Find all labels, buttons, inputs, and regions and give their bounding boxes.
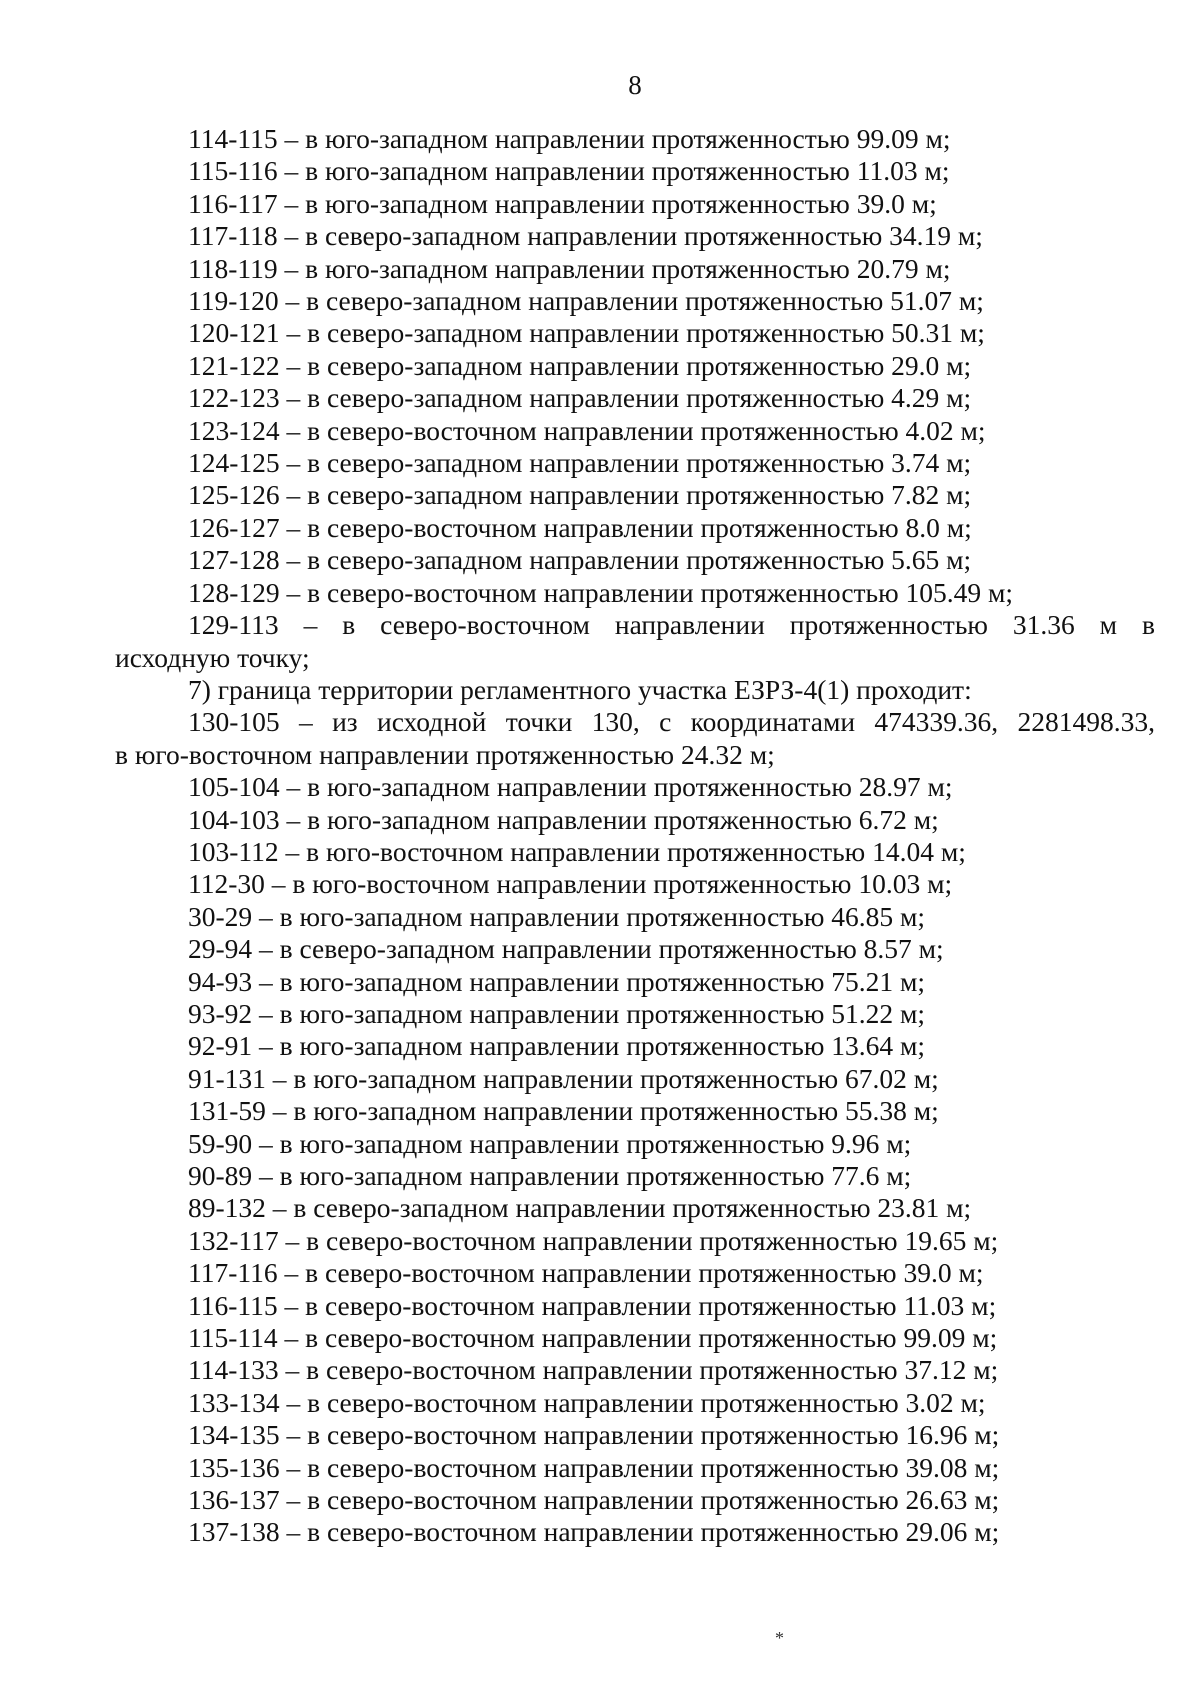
section-heading-7: 7) граница территории регламентного участка ЕЗРЗ-4(1) проходит:: [188, 673, 972, 705]
boundary-segment-line: 133-134 – в северо-восточном направлении протяженностью 3.02 м;: [188, 1386, 986, 1418]
boundary-segment-line: 120-121 – в северо-западном направлении протяженностью 50.31 м;: [188, 317, 985, 349]
start-paragraph-line-1: 130-105 – из исходной точки 130, с координатами 474339.36, 2281498.33,: [188, 706, 1155, 738]
boundary-segment-line: 124-125 – в северо-западном направлении протяженностью 3.74 м;: [188, 447, 972, 479]
boundary-segment-line: 94-93 – в юго-западном направлении протяженностью 75.21 м;: [188, 965, 926, 997]
start-paragraph: [115, 706, 1155, 771]
page-number: 8: [628, 70, 642, 100]
closing-paragraph: [115, 609, 1155, 674]
boundary-segment-line: 131-59 – в юго-западном направлении протяженностью 55.38 м;: [188, 1095, 939, 1127]
boundary-segment-line: 103-112 – в юго-восточном направлении протяженностью 14.04 м;: [188, 835, 966, 867]
boundary-segment-line: 104-103 – в юго-западном направлении протяженностью 6.72 м;: [188, 803, 939, 835]
boundary-segment-line: 121-122 – в северо-западном направлении протяженностью 29.0 м;: [188, 349, 972, 381]
boundary-segment-line: 128-129 – в северо-восточном направлении протяженностью 105.49 м;: [188, 576, 1014, 608]
boundary-segment-line: 134-135 – в северо-восточном направлении протяженностью 16.96 м;: [188, 1419, 1000, 1451]
closing-paragraph-line-1: 129-113 – в северо-восточном направлении протяженностью 31.36 м в: [188, 609, 1155, 641]
boundary-segment-list-b: [115, 771, 1155, 1549]
boundary-segment-line: 123-124 – в северо-восточном направлении протяженностью 4.02 м;: [188, 414, 986, 446]
scan-mark: *: [775, 1628, 784, 1648]
boundary-segment-line: 119-120 – в северо-западном направлении протяженностью 51.07 м;: [188, 285, 984, 317]
boundary-segment-line: 116-115 – в северо-восточном направлении протяженностью 11.03 м;: [188, 1289, 997, 1321]
boundary-segment-line: 137-138 – в северо-восточном направлении протяженностью 29.06 м;: [188, 1516, 1000, 1548]
boundary-segment-line: 135-136 – в северо-восточном направлении протяженностью 39.08 м;: [188, 1451, 1000, 1483]
boundary-segment-line: 118-119 – в юго-западном направлении протяженностью 20.79 м;: [188, 252, 951, 284]
boundary-segment-line: 114-133 – в северо-восточном направлении протяженностью 37.12 м;: [188, 1354, 999, 1386]
boundary-segment-line: 105-104 – в юго-западном направлении протяженностью 28.97 м;: [188, 771, 953, 803]
boundary-segment-line: 127-128 – в северо-западном направлении протяженностью 5.65 м;: [188, 544, 972, 576]
boundary-segment-line: 93-92 – в юго-западном направлении протяженностью 51.22 м;: [188, 997, 926, 1029]
start-paragraph-line-2: в юго-восточном направлении протяженностью 24.32 м;: [115, 738, 775, 770]
boundary-segment-list-a: [115, 123, 1155, 609]
boundary-segment-line: 30-29 – в юго-западном направлении протяженностью 46.85 м;: [188, 900, 926, 932]
boundary-segment-line: 114-115 – в юго-западном направлении протяженностью 99.09 м;: [188, 123, 951, 154]
boundary-segment-line: 92-91 – в юго-западном направлении протяженностью 13.64 м;: [188, 1030, 926, 1062]
boundary-segment-line: 90-89 – в юго-западном направлении протяженностью 77.6 м;: [188, 1160, 912, 1191]
boundary-segment-line: 116-117 – в юго-западном направлении протяженностью 39.0 м;: [188, 187, 937, 219]
boundary-segment-line: 29-94 – в северо-западном направлении протяженностью 8.57 м;: [188, 933, 944, 965]
boundary-segment-line: 122-123 – в северо-западном направлении протяженностью 4.29 м;: [188, 382, 972, 414]
boundary-segment-line: 136-137 – в северо-восточном направлении протяженностью 26.63 м;: [188, 1484, 1000, 1516]
boundary-segment-line: 59-90 – в юго-западном направлении протяженностью 9.96 м;: [188, 1127, 912, 1159]
boundary-segment-line: 126-127 – в северо-восточном направлении протяженностью 8.0 м;: [188, 511, 972, 543]
boundary-segment-line: 115-114 – в северо-восточном направлении протяженностью 99.09 м;: [188, 1322, 998, 1354]
boundary-segment-line: 125-126 – в северо-западном направлении протяженностью 7.82 м;: [188, 479, 972, 511]
boundary-segment-line: 117-118 – в северо-западном направлении протяженностью 34.19 м;: [188, 220, 983, 252]
closing-paragraph-line-2: исходную точку;: [115, 641, 310, 673]
boundary-segment-line: 112-30 – в юго-восточном направлении протяженностью 10.03 м;: [188, 868, 953, 900]
boundary-segment-line: 115-116 – в юго-западном направлении протяженностью 11.03 м;: [188, 155, 950, 187]
boundary-segment-line: 89-132 – в северо-западном направлении протяженностью 23.81 м;: [188, 1192, 972, 1224]
boundary-segment-line: 117-116 – в северо-восточном направлении протяженностью 39.0 м;: [188, 1257, 984, 1289]
document-body: [115, 123, 1155, 1549]
boundary-segment-line: 132-117 – в северо-восточном направлении протяженностью 19.65 м;: [188, 1224, 999, 1256]
boundary-segment-line: 91-131 – в юго-западном направлении протяженностью 67.02 м;: [188, 1062, 939, 1094]
